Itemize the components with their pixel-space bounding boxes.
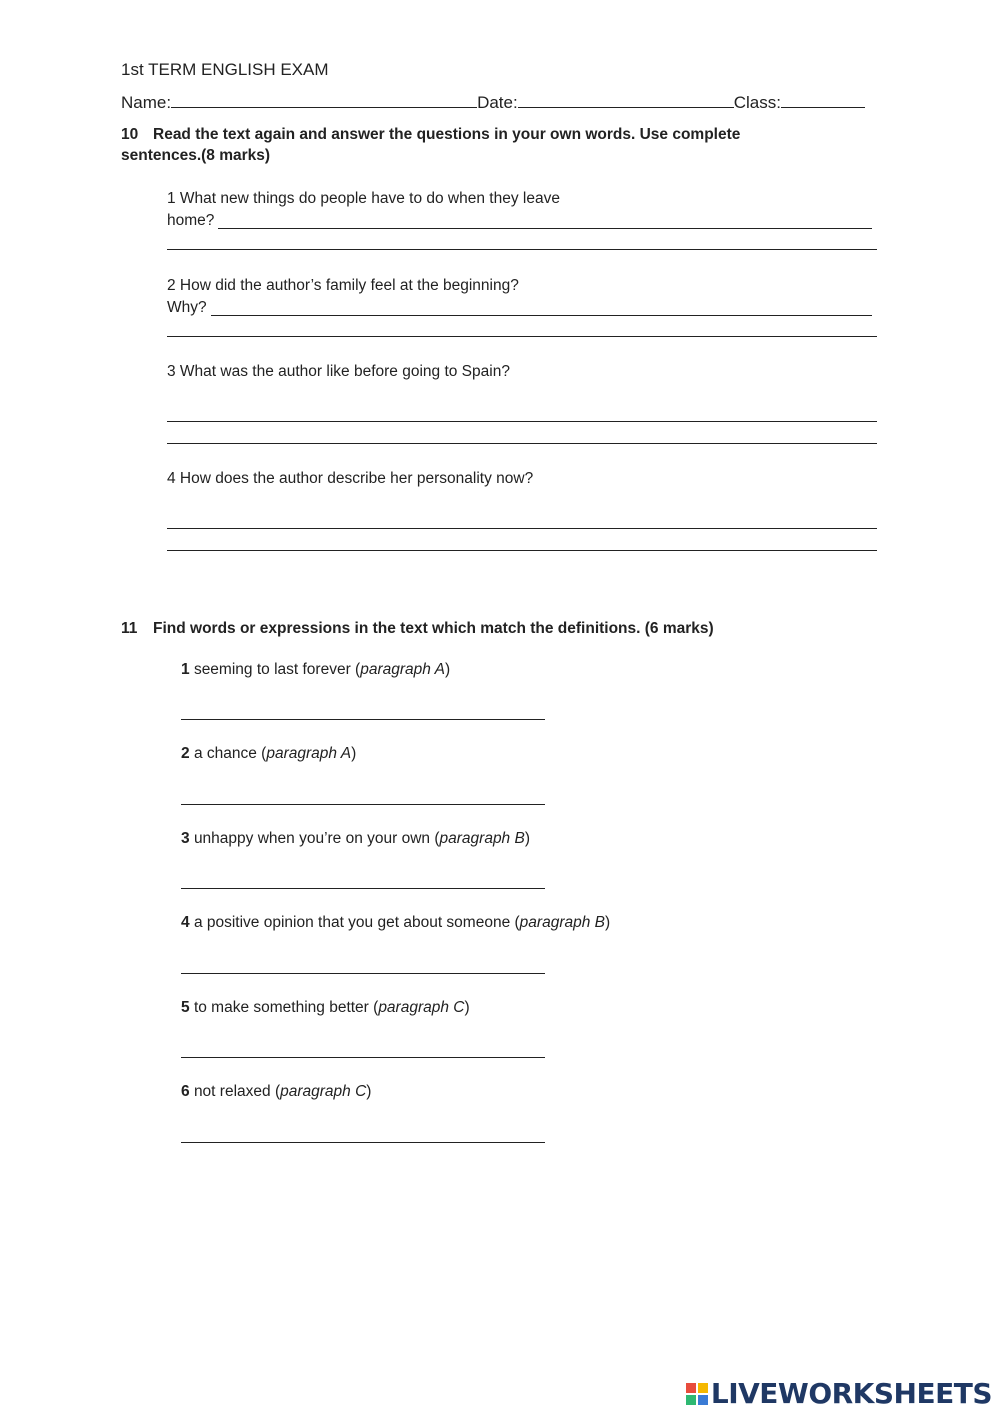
- answer-line[interactable]: [181, 1057, 545, 1058]
- answer-line[interactable]: [181, 888, 545, 889]
- logo-blocks-icon: [686, 1383, 708, 1405]
- name-field[interactable]: [171, 91, 477, 108]
- section-11-instruction: 11 Find words or expressions in the text which match the definitions. (6 marks): [121, 620, 714, 637]
- class-field[interactable]: [781, 91, 865, 108]
- definition-5: 5 to make something better (paragraph C): [181, 999, 470, 1016]
- definition-4: 4 a positive opinion that you get about someone (paragraph B): [181, 914, 611, 931]
- logo-text: LIVEWORKSHEETS: [710, 1377, 992, 1410]
- answer-line[interactable]: [167, 528, 877, 529]
- answer-line[interactable]: [167, 550, 877, 551]
- definition-3: 3 unhappy when you’re on your own (paragraph B): [181, 830, 530, 847]
- answer-line[interactable]: [218, 228, 872, 229]
- answer-line[interactable]: [181, 973, 545, 974]
- question-2: 2 How did the author’s family feel at the beginning? Why?: [167, 277, 519, 316]
- question-4: 4 How does the author describe her personality now?: [167, 470, 534, 487]
- answer-line[interactable]: [181, 1142, 545, 1143]
- date-label: Date:: [477, 93, 518, 112]
- section-10-number: 10: [121, 126, 139, 143]
- answer-line[interactable]: [181, 804, 545, 805]
- date-field[interactable]: [518, 91, 734, 108]
- section-10-instruction: 10 Read the text again and answer the questions in your own words. Use complete sentences.(8 marks): [121, 126, 741, 164]
- question-1: 1 What new things do people have to do when they leave home?: [167, 190, 560, 229]
- liveworksheets-logo: [686, 1377, 992, 1410]
- exam-title: 1st TERM ENGLISH EXAM: [121, 60, 329, 79]
- student-info-row: [121, 91, 881, 113]
- class-label: Class:: [733, 93, 781, 112]
- name-label: Name:: [121, 93, 172, 112]
- question-3: 3 What was the author like before going to Spain?: [167, 363, 510, 380]
- answer-line[interactable]: [181, 719, 545, 720]
- answer-line[interactable]: [167, 443, 877, 444]
- definition-6: 6 not relaxed (paragraph C): [181, 1083, 372, 1100]
- answer-line[interactable]: [167, 336, 877, 337]
- section-11-number: 11: [121, 620, 138, 637]
- definition-1: 1 seeming to last forever (paragraph A): [181, 661, 451, 678]
- answer-line[interactable]: [167, 421, 877, 422]
- answer-line[interactable]: [211, 315, 872, 316]
- definition-2: 2 a chance (paragraph A): [181, 745, 357, 762]
- answer-line[interactable]: [167, 249, 877, 250]
